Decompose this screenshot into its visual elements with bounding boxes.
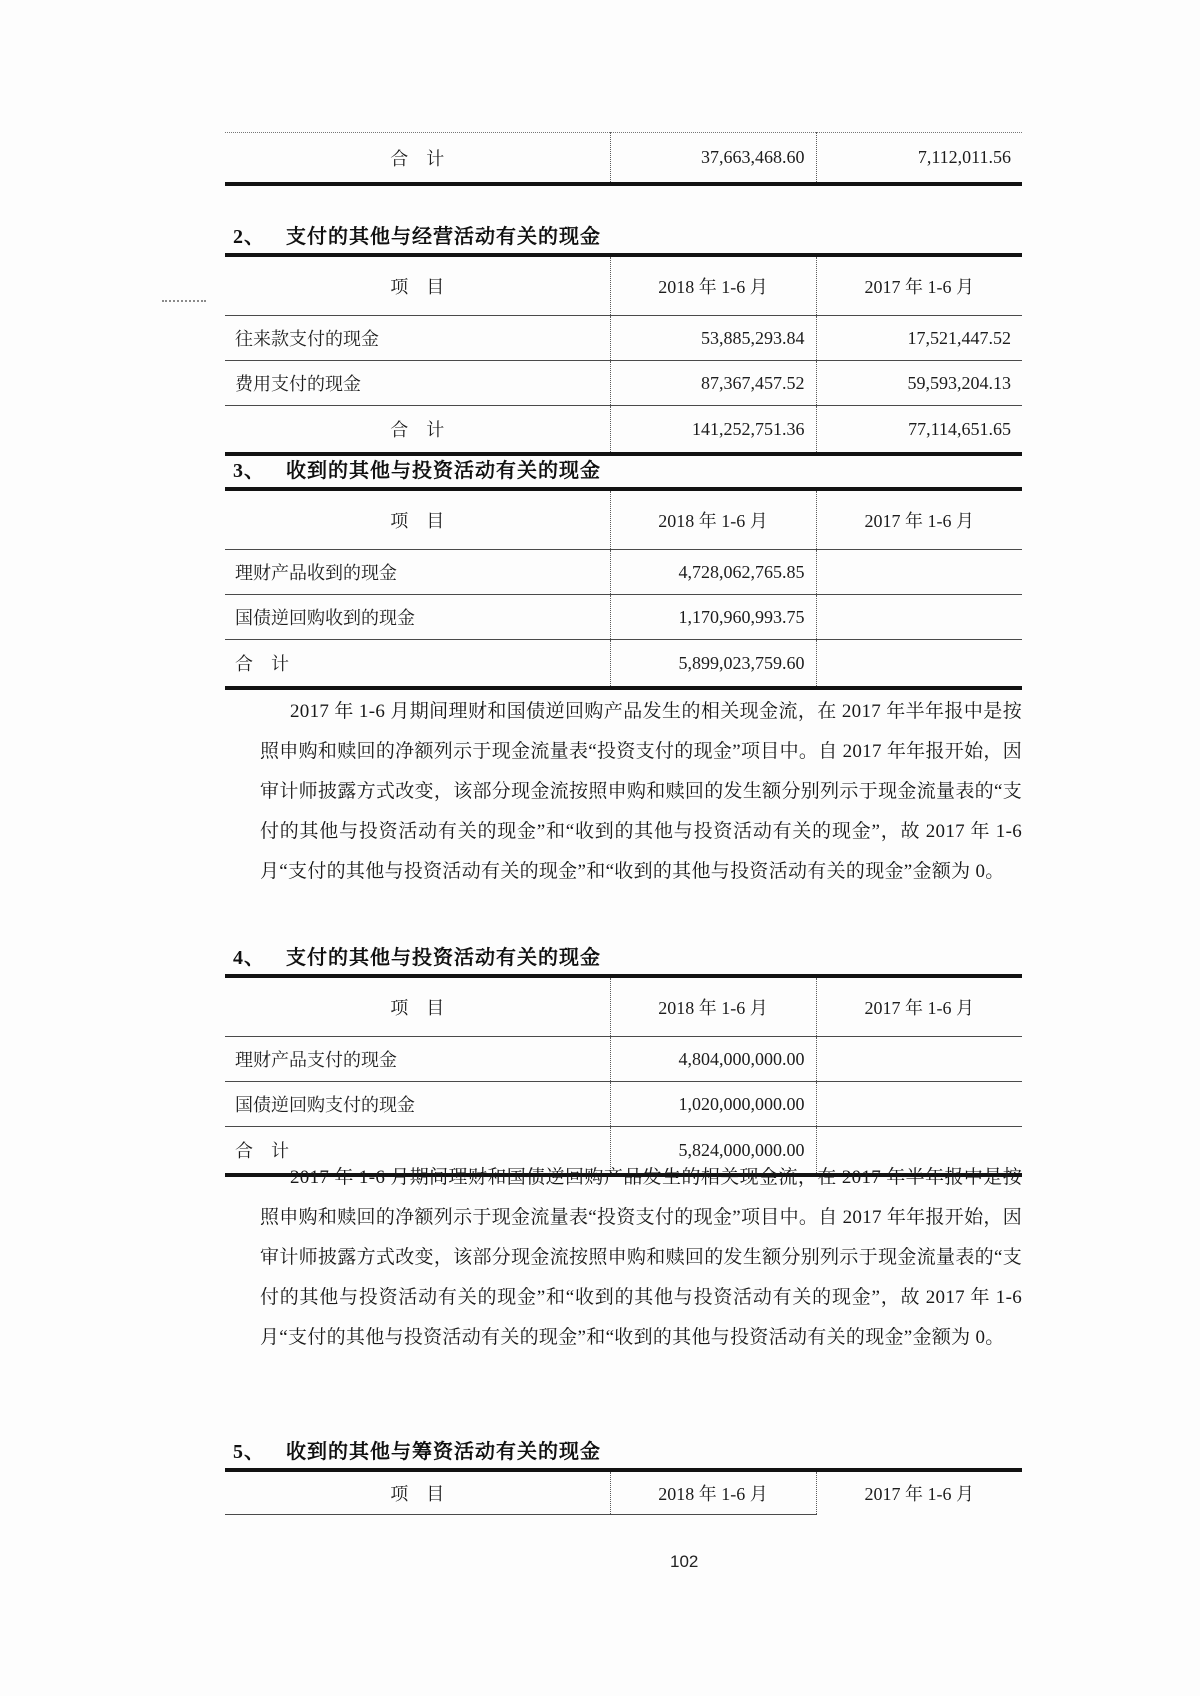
total-label-cell: 合 计: [235, 654, 289, 674]
row-label-cell: 理财产品收到的现金: [225, 550, 610, 595]
section-title: 收到的其他与投资活动有关的现金: [286, 460, 601, 482]
total-label-cell: 合 计: [235, 1141, 289, 1161]
amount-2017-cell: [816, 595, 1022, 640]
header-2017-cell: 2017 年 1-6 月: [816, 489, 1022, 550]
table-row: [225, 1082, 1022, 1127]
total-label-cell: 合 计: [390, 420, 445, 440]
section-title: 支付的其他与经营活动有关的现金: [286, 226, 601, 248]
header-2018-cell: 2018 年 1-6 月: [610, 489, 816, 550]
section-heading-3: [225, 454, 1022, 487]
table-row: [225, 316, 1022, 361]
header-item-cell: 项 目: [225, 1470, 610, 1515]
section-2-table: [225, 253, 1022, 456]
section-title: 收到的其他与筹资活动有关的现金: [286, 1441, 601, 1463]
amount-2017-cell: [816, 640, 1022, 689]
table-row: [225, 133, 1022, 185]
section-5-table: [225, 1468, 1022, 1515]
table-row: [225, 550, 1022, 595]
header-2018-cell: 2018 年 1-6 月: [610, 255, 816, 316]
total-row: [225, 406, 1022, 455]
header-item-cell: 项 目: [225, 489, 610, 550]
section-number: 3、: [233, 460, 265, 482]
amount-2018-cell: 5,899,023,759.60: [610, 640, 816, 689]
note-paragraph: 2017 年 1-6 月期间理财和国债逆回购产品发生的相关现金流，在 2017 年半年报中是按照申购和赎回的净额列示于现金流量表“投资支付的现金”项目中。自 2017 年年报开始，因审计师披露方式改变，该部分现金流按照申购和赎回的发生额分别列示于现金流量表的“支付的其他与投资活动有关的现金”和“收到的其他与投资活动有关的现金”，故 2017 年 1-6 月“支付的其他与投资活动有关的现金”和“收到的其他与投资活动有关的现金”金额为 0。: [260, 701, 1022, 882]
amount-2018-cell: 4,804,000,000.00: [610, 1037, 816, 1082]
row-label-cell: 往来款支付的现金: [225, 316, 610, 361]
table-row: [225, 595, 1022, 640]
row-label-cell: 理财产品支付的现金: [225, 1037, 610, 1082]
table-row: [225, 1037, 1022, 1082]
row-label-cell: 国债逆回购支付的现金: [225, 1082, 610, 1127]
section-heading-2: [225, 220, 1022, 253]
section-heading-4: [225, 941, 1022, 974]
total-row: [225, 640, 1022, 689]
table-header-row: [225, 489, 1022, 550]
amount-2017-cell: [816, 550, 1022, 595]
table-row: [225, 361, 1022, 406]
header-2018-cell: 2018 年 1-6 月: [610, 976, 816, 1037]
carryover-total-table: [225, 132, 1022, 186]
row-label-cell: 国债逆回购收到的现金: [225, 595, 610, 640]
amount-2017-cell: 59,593,204.13: [816, 361, 1022, 406]
amount-2017-cell: 17,521,447.52: [816, 316, 1022, 361]
table-header-row: [225, 976, 1022, 1037]
amount-2017-cell: 77,114,651.65: [816, 406, 1022, 455]
note-paragraph: 2017 年 1-6 月期间理财和国债逆回购产品发生的相关现金流，在 2017 年半年报中是按照申购和赎回的净额列示于现金流量表“投资支付的现金”项目中。自 2017 年年报开始，因审计师披露方式改变，该部分现金流按照申购和赎回的发生额分别列示于现金流量表的“支付的其他与投资活动有关的现金”和“收到的其他与投资活动有关的现金”，故 2017 年 1-6 月“支付的其他与投资活动有关的现金”和“收到的其他与投资活动有关的现金”金额为 0。: [260, 1167, 1022, 1348]
header-item-cell: 项 目: [225, 976, 610, 1037]
table-header-row: [225, 255, 1022, 316]
margin-dash-mark: [162, 300, 206, 302]
section-number: 2、: [233, 226, 265, 248]
amount-2018-cell: 141,252,751.36: [610, 406, 816, 455]
amount-2018-cell: 5,824,000,000.00: [610, 1127, 816, 1176]
section-heading-5: [225, 1435, 1022, 1468]
amount-2018-cell: 53,885,293.84: [610, 316, 816, 361]
header-2017-cell: 2017 年 1-6 月: [816, 1470, 1022, 1515]
header-2017-cell: 2017 年 1-6 月: [816, 255, 1022, 316]
amount-2017-cell: [816, 1082, 1022, 1127]
amount-2017-cell: 7,112,011.56: [816, 133, 1022, 185]
amount-2018-cell: 4,728,062,765.85: [610, 550, 816, 595]
section-3-table: [225, 487, 1022, 690]
header-2018-cell: 2018 年 1-6 月: [610, 1470, 816, 1515]
amount-2017-cell: [816, 1037, 1022, 1082]
row-label-cell: 费用支付的现金: [225, 361, 610, 406]
amount-2018-cell: 1,170,960,993.75: [610, 595, 816, 640]
header-item-cell: 项 目: [225, 255, 610, 316]
amount-2018-cell: 87,367,457.52: [610, 361, 816, 406]
amount-2018-cell: 1,020,000,000.00: [610, 1082, 816, 1127]
amount-2018-cell: 37,663,468.60: [610, 133, 816, 185]
section-number: 5、: [233, 1441, 265, 1463]
section-title: 支付的其他与投资活动有关的现金: [286, 947, 601, 969]
total-label-cell: 合 计: [390, 148, 445, 169]
section-4-table: [225, 974, 1022, 1177]
section-number: 4、: [233, 947, 265, 969]
header-2017-cell: 2017 年 1-6 月: [816, 976, 1022, 1037]
page-number: 102: [670, 1552, 699, 1571]
table-header-row: [225, 1470, 1022, 1515]
